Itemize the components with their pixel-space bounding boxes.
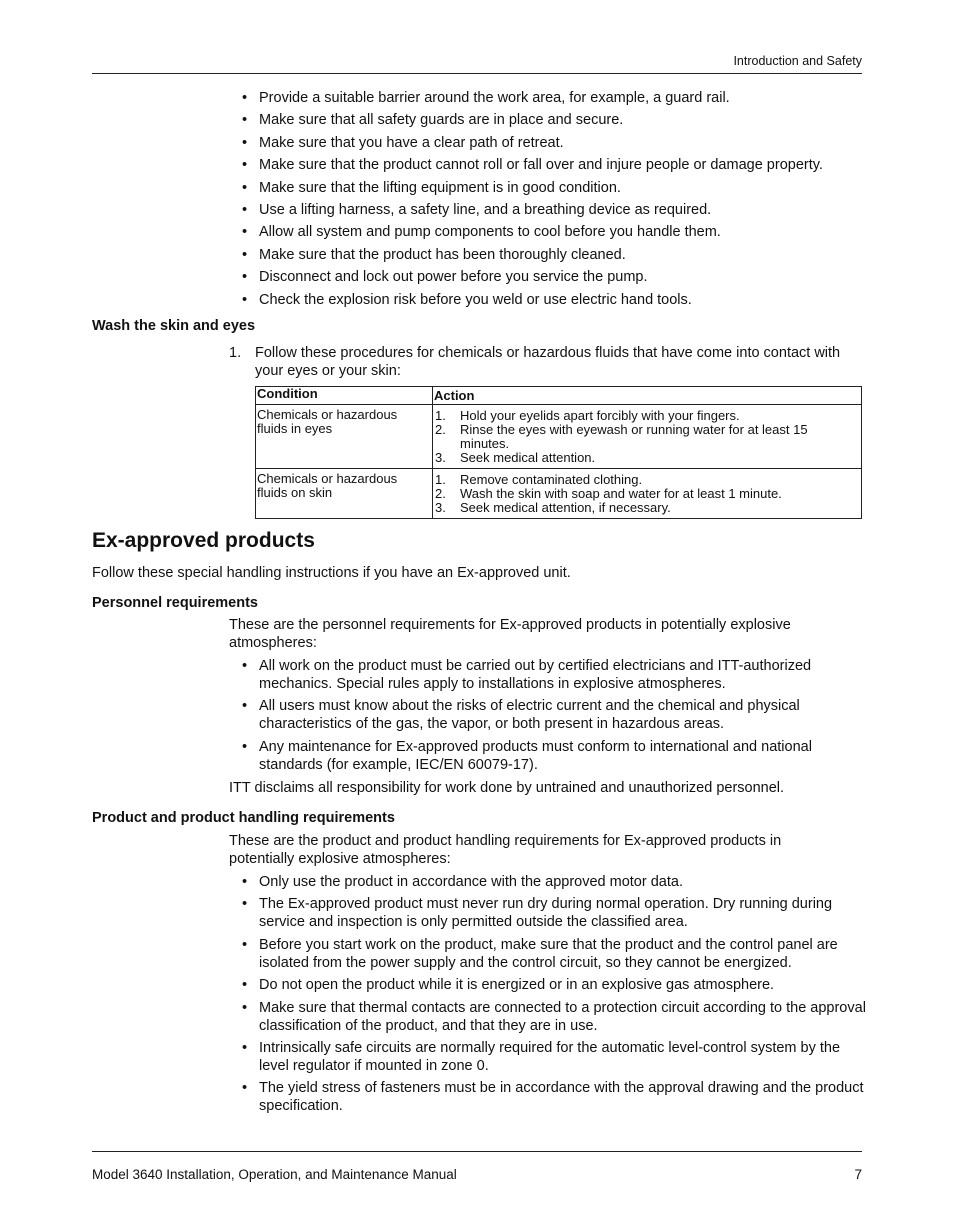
list-item: • Use a lifting harness, a safety line, and a breathing device as required. bbox=[259, 201, 869, 219]
header-divider bbox=[92, 73, 862, 74]
action-step: 3. Seek medical attention, if necessary. bbox=[435, 500, 671, 515]
section-title: Ex-approved products bbox=[92, 529, 315, 552]
footer-divider bbox=[92, 1151, 862, 1152]
list-item: • Any maintenance for Ex-approved products must conform to international and national standards (for example, IEC/EN 60079-17). bbox=[259, 738, 869, 774]
table-row bbox=[256, 405, 862, 469]
running-header: Introduction and Safety bbox=[733, 54, 862, 68]
list-item: • Disconnect and lock out power before you service the pump. bbox=[259, 268, 869, 286]
personnel-disclaimer: ITT disclaims all responsibility for work done by untrained and unauthorized personnel. bbox=[229, 780, 785, 796]
product-heading: Product and product handling requirements bbox=[92, 810, 395, 826]
action-step: 1. Remove contaminated clothing. bbox=[435, 472, 643, 487]
list-item: • The yield stress of fasteners must be in accordance with the approval drawing and the product specification. bbox=[259, 1079, 869, 1115]
action-step: 2. Wash the skin with soap and water for at least 1 minute. bbox=[435, 486, 782, 501]
page-number: 7 bbox=[854, 1167, 862, 1182]
list-item: • Before you start work on the product, make sure that the product and the control panel are isolated from the power supply and the control circuit, so they cannot be energized. bbox=[259, 936, 869, 972]
action-steps bbox=[434, 405, 860, 465]
action-cell bbox=[433, 405, 862, 469]
footer-title: Model 3640 Installation, Operation, and Maintenance Manual bbox=[92, 1167, 457, 1182]
wash-table bbox=[255, 386, 862, 519]
list-item: • All work on the product must be carried out by certified electricians and ITT-authorized mechanics. Special rules apply to installations in explosive atmospheres. bbox=[259, 657, 869, 693]
action-step: 2. Rinse the eyes with eyewash or running water for at least 15 minutes. bbox=[435, 422, 808, 451]
product-requirements-list bbox=[259, 873, 869, 1120]
list-item: • Provide a suitable barrier around the work area, for example, a guard rail. bbox=[259, 89, 869, 107]
list-item: • Intrinsically safe circuits are normally required for the automatic level-control system by the level regulator if mounted in zone 0. bbox=[259, 1039, 869, 1075]
action-step: 3. Seek medical attention. bbox=[435, 450, 596, 465]
step-number: 1. bbox=[229, 345, 242, 361]
list-item: • Make sure that the lifting equipment is in good condition. bbox=[259, 179, 869, 197]
list-item: • Make sure that you have a clear path of retreat. bbox=[259, 134, 869, 152]
list-item: • Make sure that all safety guards are in place and secure. bbox=[259, 111, 869, 129]
column-header-condition: Condition bbox=[256, 387, 433, 405]
list-item: • Make sure that thermal contacts are connected to a protection circuit according to the approval classification of the product, and that they are in use. bbox=[259, 999, 869, 1035]
table-row bbox=[256, 469, 862, 519]
list-item: • Check the explosion risk before you weld or use electric hand tools. bbox=[259, 291, 869, 309]
personnel-heading: Personnel requirements bbox=[92, 595, 258, 611]
column-header-action: Action bbox=[433, 387, 862, 405]
step-text: Follow these procedures for chemicals or hazardous fluids that have come into contact with your eyes or your skin: bbox=[255, 345, 841, 379]
personnel-intro: These are the personnel requirements for Ex-approved products in potentially explosive atmospheres: bbox=[229, 617, 791, 651]
list-item: • Make sure that the product has been thoroughly cleaned. bbox=[259, 246, 869, 264]
list-item: • Do not open the product while it is energized or in an explosive gas atmosphere. bbox=[259, 976, 869, 994]
action-cell bbox=[433, 469, 862, 519]
wash-step bbox=[229, 344, 869, 380]
table-header-row bbox=[256, 387, 862, 405]
list-item: • Allow all system and pump components to cool before you handle them. bbox=[259, 223, 869, 241]
safety-precautions-list bbox=[259, 89, 869, 313]
list-item: • Make sure that the product cannot roll or fall over and injure people or damage property. bbox=[259, 156, 869, 174]
product-intro: These are the product and product handling requirements for Ex-approved products in potentially explosive atmospheres: bbox=[229, 833, 782, 867]
action-steps bbox=[434, 469, 860, 515]
list-item: • The Ex-approved product must never run dry during normal operation. Dry running during service and inspection is only permitted outside the classified area. bbox=[259, 895, 869, 931]
list-item: • Only use the product in accordance with the approved motor data. bbox=[259, 873, 869, 891]
list-item: • All users must know about the risks of electric current and the chemical and physical characteristics of the gas, the vapor, or both present in hazardous areas. bbox=[259, 697, 869, 733]
wash-heading: Wash the skin and eyes bbox=[92, 318, 256, 334]
personnel-requirements-list bbox=[259, 657, 869, 778]
condition-cell: Chemicals or hazardous fluids in eyes bbox=[256, 405, 433, 469]
action-step: 1. Hold your eyelids apart forcibly with your fingers. bbox=[435, 408, 740, 423]
condition-cell: Chemicals or hazardous fluids on skin bbox=[256, 469, 433, 519]
section-intro: Follow these special handling instructions if you have an Ex-approved unit. bbox=[92, 565, 571, 581]
